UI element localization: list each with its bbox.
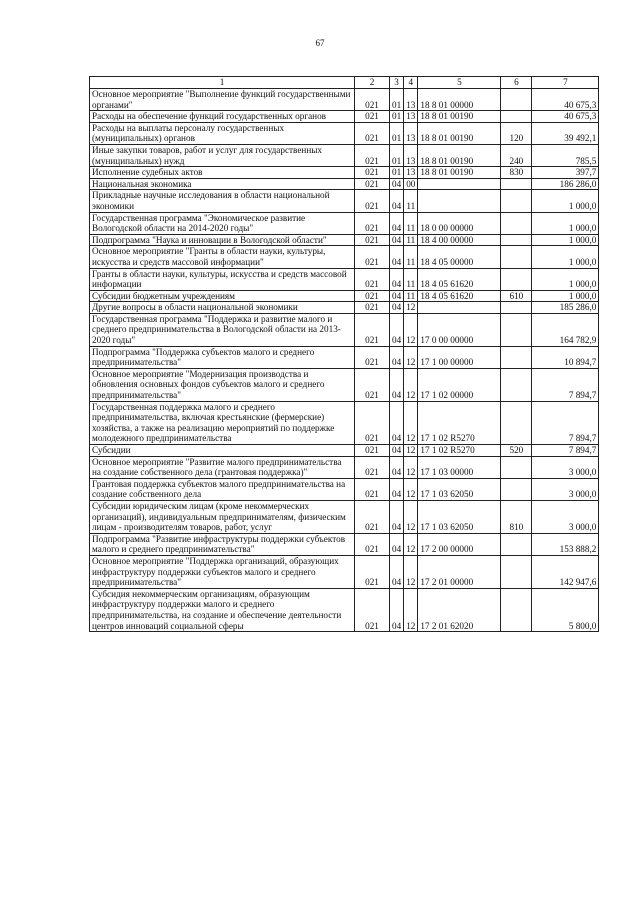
row-section-code: 04: [390, 500, 404, 533]
table-row: [90, 588, 599, 631]
row-ved-code: 021: [355, 212, 390, 234]
row-amount: 1 000,0: [532, 212, 599, 234]
table-row: [90, 290, 599, 302]
row-section-code: 04: [390, 178, 404, 190]
row-amount: 3 000,0: [532, 478, 599, 500]
row-subsection-code: 12: [404, 445, 418, 457]
row-section-code: 04: [390, 445, 404, 457]
row-target-article: [418, 178, 501, 190]
row-target-article: 17 1 02 R5270: [418, 401, 501, 444]
row-target-article: 18 8 01 00190: [418, 167, 501, 179]
row-target-article: [418, 190, 501, 212]
row-expense-type: [501, 478, 532, 500]
row-name: Прикладные научные исследования в области национальной экономики: [90, 190, 355, 212]
row-expense-type: [501, 555, 532, 588]
row-target-article: 17 1 02 R5270: [418, 445, 501, 457]
row-target-article: 18 8 01 00190: [418, 122, 501, 144]
row-target-article: 18 0 00 00000: [418, 212, 501, 234]
row-subsection-code: 11: [404, 268, 418, 290]
row-amount: 3 000,0: [532, 500, 599, 533]
table-row: [90, 445, 599, 457]
row-subsection-code: 11: [404, 234, 418, 246]
row-target-article: 17 1 03 00000: [418, 456, 501, 478]
row-ved-code: 021: [355, 190, 390, 212]
table-header-row: [90, 77, 599, 89]
table-row: [90, 89, 599, 111]
row-expense-type: [501, 401, 532, 444]
row-target-article: 18 4 05 00000: [418, 246, 501, 268]
row-subsection-code: 12: [404, 401, 418, 444]
row-expense-type: [501, 268, 532, 290]
row-name: Основное мероприятие "Поддержка организаций, образующих инфраструктуру поддержки субъектов малого и среднего предпринимательства": [90, 555, 355, 588]
row-subsection-code: 12: [404, 555, 418, 588]
row-target-article: 18 8 01 00000: [418, 89, 501, 111]
table-row: [90, 313, 599, 346]
row-expense-type: [501, 190, 532, 212]
row-section-code: 04: [390, 313, 404, 346]
row-section-code: 04: [390, 212, 404, 234]
row-expense-type: [501, 212, 532, 234]
header-col-3: 3: [390, 77, 404, 89]
row-subsection-code: 13: [404, 122, 418, 144]
row-target-article: 18 8 01 00190: [418, 144, 501, 166]
row-section-code: 01: [390, 89, 404, 111]
row-expense-type: [501, 302, 532, 314]
row-ved-code: 021: [355, 368, 390, 401]
row-section-code: 04: [390, 190, 404, 212]
row-section-code: 04: [390, 401, 404, 444]
row-name: Другие вопросы в области национальной экономики: [90, 302, 355, 314]
row-amount: 785,5: [532, 144, 599, 166]
row-subsection-code: 12: [404, 368, 418, 401]
row-ved-code: 021: [355, 478, 390, 500]
row-subsection-code: 11: [404, 290, 418, 302]
row-expense-type: [501, 234, 532, 246]
row-target-article: 18 8 01 00190: [418, 111, 501, 123]
row-amount: 186 286,0: [532, 178, 599, 190]
table-row: [90, 144, 599, 166]
row-ved-code: 021: [355, 290, 390, 302]
row-expense-type: [501, 533, 532, 555]
header-col-6: 6: [501, 77, 532, 89]
row-section-code: 04: [390, 302, 404, 314]
row-section-code: 01: [390, 167, 404, 179]
row-ved-code: 021: [355, 588, 390, 631]
table-row: [90, 212, 599, 234]
row-ved-code: 021: [355, 268, 390, 290]
row-target-article: 17 1 00 00000: [418, 346, 501, 368]
row-target-article: 17 2 01 62020: [418, 588, 501, 631]
row-name: Расходы на выплаты персоналу государственных (муниципальных) органов: [90, 122, 355, 144]
row-target-article: 18 4 05 61620: [418, 290, 501, 302]
row-subsection-code: 12: [404, 346, 418, 368]
row-amount: 1 000,0: [532, 268, 599, 290]
table-row: [90, 246, 599, 268]
table-row: [90, 268, 599, 290]
row-name: Основное мероприятие "Развитие малого предпринимательства на создание собственного дела (грантовая поддержка)": [90, 456, 355, 478]
row-section-code: 04: [390, 533, 404, 555]
table-row: [90, 456, 599, 478]
row-amount: 164 782,9: [532, 313, 599, 346]
row-section-code: 04: [390, 234, 404, 246]
row-ved-code: 021: [355, 555, 390, 588]
row-target-article: 18 4 05 61620: [418, 268, 501, 290]
table-row: [90, 178, 599, 190]
header-col-7: 7: [532, 77, 599, 89]
row-section-code: 01: [390, 144, 404, 166]
row-subsection-code: 12: [404, 588, 418, 631]
row-amount: 7 894,7: [532, 401, 599, 444]
row-subsection-code: 12: [404, 500, 418, 533]
row-ved-code: 021: [355, 313, 390, 346]
table-row: [90, 302, 599, 314]
row-name: Государственная программа "Экономическое развитие Вологодской области на 2014-2020 годы": [90, 212, 355, 234]
row-name: Субсидии юридическим лицам (кроме некоммерческих организаций), индивидуальным предпринимателям, физическим лицам - производителям товаров, работ, услуг: [90, 500, 355, 533]
row-expense-type: [501, 89, 532, 111]
page-number: 67: [315, 38, 325, 48]
row-expense-type: [501, 588, 532, 631]
row-name: Гранты в области науки, культуры, искусства и средств массовой информации: [90, 268, 355, 290]
row-name: Подпрограмма "Развитие инфраструктуры поддержки субъектов малого и среднего предпринимательства": [90, 533, 355, 555]
row-name: Грантовая поддержка субъектов малого предпринимательства на создание собственного дела: [90, 478, 355, 500]
row-ved-code: 021: [355, 456, 390, 478]
row-name: Субсидии бюджетным учреждениям: [90, 290, 355, 302]
table-row: [90, 167, 599, 179]
row-name: Подпрограмма "Наука и инновации в Вологодской области": [90, 234, 355, 246]
table-row: [90, 122, 599, 144]
row-target-article: 18 4 00 00000: [418, 234, 501, 246]
row-ved-code: 021: [355, 500, 390, 533]
header-col-2: 2: [355, 77, 390, 89]
row-expense-type: [501, 313, 532, 346]
row-amount: 40 675,3: [532, 89, 599, 111]
row-section-code: 04: [390, 555, 404, 588]
row-section-code: 01: [390, 111, 404, 123]
header-col-5: 5: [418, 77, 501, 89]
row-amount: 7 894,7: [532, 445, 599, 457]
row-subsection-code: 11: [404, 212, 418, 234]
row-subsection-code: 13: [404, 89, 418, 111]
row-ved-code: 021: [355, 167, 390, 179]
row-target-article: 17 1 03 62050: [418, 478, 501, 500]
row-name: Субсидии: [90, 445, 355, 457]
row-ved-code: 021: [355, 246, 390, 268]
row-subsection-code: 12: [404, 302, 418, 314]
row-ved-code: 021: [355, 401, 390, 444]
row-name: Основное мероприятие "Модернизация производства и обновления основных фондов субъектов малого и среднего предпринимательства": [90, 368, 355, 401]
row-expense-type: 240: [501, 144, 532, 166]
row-target-article: 17 0 00 00000: [418, 313, 501, 346]
row-section-code: 04: [390, 290, 404, 302]
row-name: Субсидия некоммерческим организациям, образующим инфраструктуру поддержки малого и среднего предпринимательства, на создание и обеспечение деятельности центров инноваций социальной сферы: [90, 588, 355, 631]
row-target-article: 17 2 00 00000: [418, 533, 501, 555]
row-expense-type: [501, 368, 532, 401]
table-row: [90, 111, 599, 123]
row-subsection-code: 13: [404, 167, 418, 179]
row-amount: 1 000,0: [532, 190, 599, 212]
row-name: Национальная экономика: [90, 178, 355, 190]
row-section-code: 04: [390, 456, 404, 478]
row-target-article: [418, 302, 501, 314]
row-ved-code: 021: [355, 234, 390, 246]
row-subsection-code: 13: [404, 111, 418, 123]
row-amount: 1 000,0: [532, 246, 599, 268]
row-expense-type: 120: [501, 122, 532, 144]
row-section-code: 04: [390, 346, 404, 368]
row-subsection-code: 11: [404, 246, 418, 268]
row-amount: 153 888,2: [532, 533, 599, 555]
row-subsection-code: 11: [404, 190, 418, 212]
row-amount: 3 000,0: [532, 456, 599, 478]
budget-table: [89, 76, 599, 632]
table-row: [90, 234, 599, 246]
row-name: Расходы на обеспечение функций государственных органов: [90, 111, 355, 123]
row-expense-type: 610: [501, 290, 532, 302]
row-expense-type: [501, 346, 532, 368]
row-section-code: 04: [390, 478, 404, 500]
row-section-code: 04: [390, 268, 404, 290]
row-ved-code: 021: [355, 533, 390, 555]
row-amount: 185 286,0: [532, 302, 599, 314]
row-target-article: 17 2 01 00000: [418, 555, 501, 588]
table-row: [90, 190, 599, 212]
row-expense-type: [501, 178, 532, 190]
row-name: Государственная поддержка малого и среднего предпринимательства, включая крестьянские (фермерские) хозяйства, а также на реализацию мероприятий по поддержке молодежного предпринимательства: [90, 401, 355, 444]
row-expense-type: [501, 456, 532, 478]
row-section-code: 04: [390, 368, 404, 401]
row-amount: 7 894,7: [532, 368, 599, 401]
row-amount: 397,7: [532, 167, 599, 179]
row-subsection-code: 12: [404, 456, 418, 478]
row-ved-code: 021: [355, 178, 390, 190]
row-subsection-code: 12: [404, 533, 418, 555]
row-expense-type: 810: [501, 500, 532, 533]
header-col-1: 1: [90, 77, 355, 89]
row-amount: 5 800,0: [532, 588, 599, 631]
row-subsection-code: 00: [404, 178, 418, 190]
table-row: [90, 368, 599, 401]
table-row: [90, 555, 599, 588]
row-section-code: 04: [390, 588, 404, 631]
row-ved-code: 021: [355, 89, 390, 111]
row-amount: 1 000,0: [532, 234, 599, 246]
row-subsection-code: 12: [404, 478, 418, 500]
table-body: [90, 89, 599, 632]
row-ved-code: 021: [355, 111, 390, 123]
row-amount: 1 000,0: [532, 290, 599, 302]
row-ved-code: 021: [355, 346, 390, 368]
row-target-article: 17 1 02 00000: [418, 368, 501, 401]
row-section-code: 01: [390, 122, 404, 144]
row-ved-code: 021: [355, 122, 390, 144]
row-ved-code: 021: [355, 144, 390, 166]
row-subsection-code: 12: [404, 313, 418, 346]
row-amount: 142 947,6: [532, 555, 599, 588]
row-ved-code: 021: [355, 302, 390, 314]
row-expense-type: [501, 246, 532, 268]
row-expense-type: [501, 111, 532, 123]
row-amount: 10 894,7: [532, 346, 599, 368]
row-subsection-code: 13: [404, 144, 418, 166]
row-amount: 39 492,1: [532, 122, 599, 144]
row-name: Исполнение судебных актов: [90, 167, 355, 179]
table-row: [90, 478, 599, 500]
row-name: Основное мероприятие "Гранты в области науки, культуры, искусства и средств массовой информации": [90, 246, 355, 268]
row-target-article: 17 1 03 62050: [418, 500, 501, 533]
table-row: [90, 533, 599, 555]
table-row: [90, 401, 599, 444]
table-row: [90, 500, 599, 533]
row-name: Иные закупки товаров, работ и услуг для государственных (муниципальных) нужд: [90, 144, 355, 166]
header-col-4: 4: [404, 77, 418, 89]
row-expense-type: 830: [501, 167, 532, 179]
row-ved-code: 021: [355, 445, 390, 457]
row-section-code: 04: [390, 246, 404, 268]
row-name: Основное мероприятие "Выполнение функций государственными органами": [90, 89, 355, 111]
row-expense-type: 520: [501, 445, 532, 457]
row-name: Подпрограмма "Поддержка субъектов малого и среднего предпринимательства": [90, 346, 355, 368]
row-name: Государственная программа "Поддержка и развитие малого и среднего предпринимательства в Вологодской области на 2013-2020 годы": [90, 313, 355, 346]
table-row: [90, 346, 599, 368]
row-amount: 40 675,3: [532, 111, 599, 123]
